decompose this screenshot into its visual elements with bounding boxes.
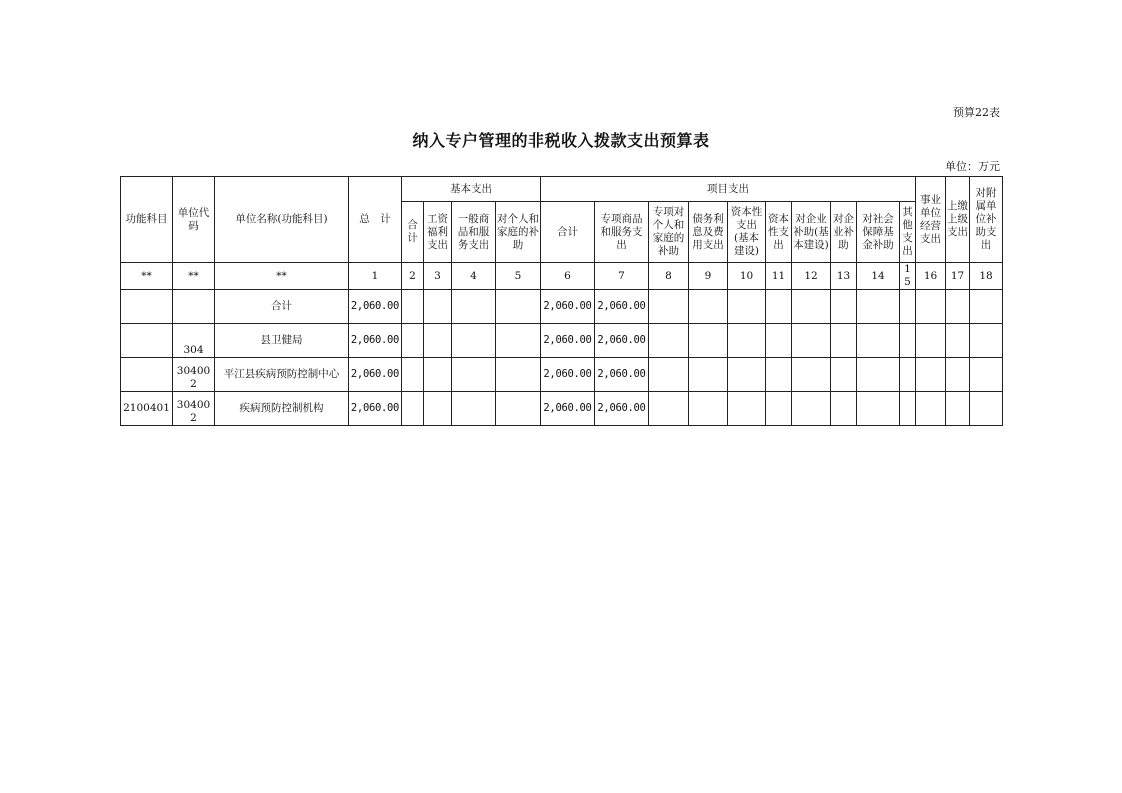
- basic-cell: [402, 290, 424, 324]
- empty-cell: [946, 392, 970, 426]
- empty-cell: [900, 358, 916, 392]
- basic-cell: [402, 392, 424, 426]
- empty-cell: [728, 324, 766, 358]
- column-index-cell: 17: [946, 263, 970, 290]
- empty-cell: [649, 324, 689, 358]
- table-row: [121, 358, 1003, 392]
- project-total-cell: 2,060.00: [541, 392, 595, 426]
- header-func-subject: 功能科目: [121, 177, 173, 263]
- unit-name-cell: 县卫健局: [215, 324, 349, 358]
- header-project-social-security: 对社会保障基金补助: [857, 202, 900, 263]
- empty-cell: [857, 290, 900, 324]
- column-index-cell: **: [173, 263, 215, 290]
- empty-cell: [649, 290, 689, 324]
- empty-cell: [831, 392, 857, 426]
- column-index-cell: 10: [728, 263, 766, 290]
- project-total-cell: 2,060.00: [541, 290, 595, 324]
- column-index-cell: 8: [649, 263, 689, 290]
- column-index-cell: 9: [689, 263, 728, 290]
- column-index-cell: 1: [349, 263, 402, 290]
- header-project-capital: 资本性支出: [766, 202, 792, 263]
- column-index-cell: 11: [766, 263, 792, 290]
- header-project-household: 专项对个人和家庭的补助: [649, 202, 689, 263]
- empty-cell: [857, 324, 900, 358]
- table-row: [121, 290, 1003, 324]
- header-project-capital-infra: 资本性支出(基本建设): [728, 202, 766, 263]
- table-row: [121, 392, 1003, 426]
- column-index-cell: 2: [402, 263, 424, 290]
- header-upper-remit: 上缴上级支出: [946, 177, 970, 263]
- column-index-cell: 18: [970, 263, 1003, 290]
- total-cell: 2,060.00: [349, 290, 402, 324]
- empty-cell: [970, 324, 1003, 358]
- empty-cell: [970, 290, 1003, 324]
- basic-cell: [402, 358, 424, 392]
- column-index-cell: 12: [792, 263, 831, 290]
- func-subject-cell: [121, 324, 173, 358]
- empty-cell: [970, 358, 1003, 392]
- empty-cell: [900, 324, 916, 358]
- unit-label: 单位：万元: [945, 160, 1000, 173]
- table-row: [121, 324, 1003, 358]
- header-project-total: 合计: [541, 202, 595, 263]
- unit-code-cell: [173, 290, 215, 324]
- empty-cell: [728, 358, 766, 392]
- basic-cell: [424, 324, 452, 358]
- project-total-cell: 2,060.00: [541, 324, 595, 358]
- func-subject-cell: [121, 358, 173, 392]
- empty-cell: [916, 358, 946, 392]
- basic-cell: [452, 358, 496, 392]
- unit-code-cell: 304: [173, 324, 215, 358]
- empty-cell: [857, 358, 900, 392]
- basic-cell: [452, 392, 496, 426]
- empty-cell: [857, 392, 900, 426]
- empty-cell: [900, 392, 916, 426]
- column-index-cell: 16: [916, 263, 946, 290]
- empty-cell: [649, 358, 689, 392]
- empty-cell: [728, 392, 766, 426]
- header-unit-name: 单位名称(功能科目): [215, 177, 349, 263]
- basic-cell: [496, 392, 541, 426]
- empty-cell: [728, 290, 766, 324]
- header-project-goods: 专项商品和服务支出: [595, 202, 649, 263]
- basic-cell: [496, 324, 541, 358]
- page-title: 纳入专户管理的非税收入拨款支出预算表: [412, 131, 710, 150]
- column-index-cell: **: [215, 263, 349, 290]
- column-index-cell: 4: [452, 263, 496, 290]
- column-index-row: [121, 263, 1003, 290]
- total-cell: 2,060.00: [349, 392, 402, 426]
- header-basic-total: 合计: [402, 202, 424, 263]
- basic-cell: [424, 290, 452, 324]
- empty-cell: [946, 358, 970, 392]
- empty-cell: [792, 290, 831, 324]
- empty-cell: [831, 290, 857, 324]
- empty-cell: [689, 358, 728, 392]
- budget-table: [120, 176, 1003, 426]
- header-project-enterprise-infra: 对企业补助(基本建设): [792, 202, 831, 263]
- empty-cell: [792, 358, 831, 392]
- empty-cell: [689, 392, 728, 426]
- header-project-debt: 债务利息及费用支出: [689, 202, 728, 263]
- header-basic: 基本支出: [402, 177, 541, 202]
- column-index-cell: 7: [595, 263, 649, 290]
- header-basic-salary: 工资福利支出: [424, 202, 452, 263]
- project-goods-cell: 2,060.00: [595, 324, 649, 358]
- empty-cell: [831, 358, 857, 392]
- total-cell: 2,060.00: [349, 324, 402, 358]
- empty-cell: [831, 324, 857, 358]
- unit-name-cell: 疾病预防控制机构: [215, 392, 349, 426]
- empty-cell: [689, 290, 728, 324]
- column-index-cell: 6: [541, 263, 595, 290]
- column-index-cell: 15: [900, 263, 916, 290]
- project-goods-cell: 2,060.00: [595, 392, 649, 426]
- empty-cell: [766, 392, 792, 426]
- empty-cell: [900, 290, 916, 324]
- header-row-1: [121, 177, 1003, 202]
- empty-cell: [766, 358, 792, 392]
- project-goods-cell: 2,060.00: [595, 290, 649, 324]
- column-index-cell: 13: [831, 263, 857, 290]
- empty-cell: [916, 392, 946, 426]
- form-code: 预算22表: [953, 106, 1000, 119]
- header-total: 总 计: [349, 177, 402, 263]
- header-basic-goods: 一般商品和服务支出: [452, 202, 496, 263]
- empty-cell: [946, 324, 970, 358]
- unit-code-cell: 304002: [173, 392, 215, 426]
- column-index-cell: 5: [496, 263, 541, 290]
- basic-cell: [496, 358, 541, 392]
- empty-cell: [689, 324, 728, 358]
- header-subsidiary: 对附属单位补助支出: [970, 177, 1003, 263]
- basic-cell: [402, 324, 424, 358]
- empty-cell: [970, 392, 1003, 426]
- column-index-cell: 14: [857, 263, 900, 290]
- header-unit-code: 单位代码: [173, 177, 215, 263]
- total-cell: 2,060.00: [349, 358, 402, 392]
- empty-cell: [792, 324, 831, 358]
- unit-code-cell: 304002: [173, 358, 215, 392]
- column-index-cell: **: [121, 263, 173, 290]
- table-body: [121, 290, 1003, 426]
- unit-name-cell: 合计: [215, 290, 349, 324]
- func-subject-cell: [121, 290, 173, 324]
- basic-cell: [424, 392, 452, 426]
- project-goods-cell: 2,060.00: [595, 358, 649, 392]
- empty-cell: [792, 392, 831, 426]
- header-basic-household: 对个人和家庭的补助: [496, 202, 541, 263]
- empty-cell: [766, 290, 792, 324]
- basic-cell: [496, 290, 541, 324]
- basic-cell: [452, 290, 496, 324]
- empty-cell: [916, 290, 946, 324]
- empty-cell: [766, 324, 792, 358]
- header-enterprise-ops: 事业单位经营支出: [916, 177, 946, 263]
- header-project: 项目支出: [541, 177, 916, 202]
- empty-cell: [946, 290, 970, 324]
- basic-cell: [424, 358, 452, 392]
- header-project-enterprise: 对企业补助: [831, 202, 857, 263]
- func-subject-cell: 2100401: [121, 392, 173, 426]
- header-project-other: 其他支出: [900, 202, 916, 263]
- empty-cell: [649, 392, 689, 426]
- project-total-cell: 2,060.00: [541, 358, 595, 392]
- column-index-cell: 3: [424, 263, 452, 290]
- empty-cell: [916, 324, 946, 358]
- basic-cell: [452, 324, 496, 358]
- unit-name-cell: 平江县疾病预防控制中心: [215, 358, 349, 392]
